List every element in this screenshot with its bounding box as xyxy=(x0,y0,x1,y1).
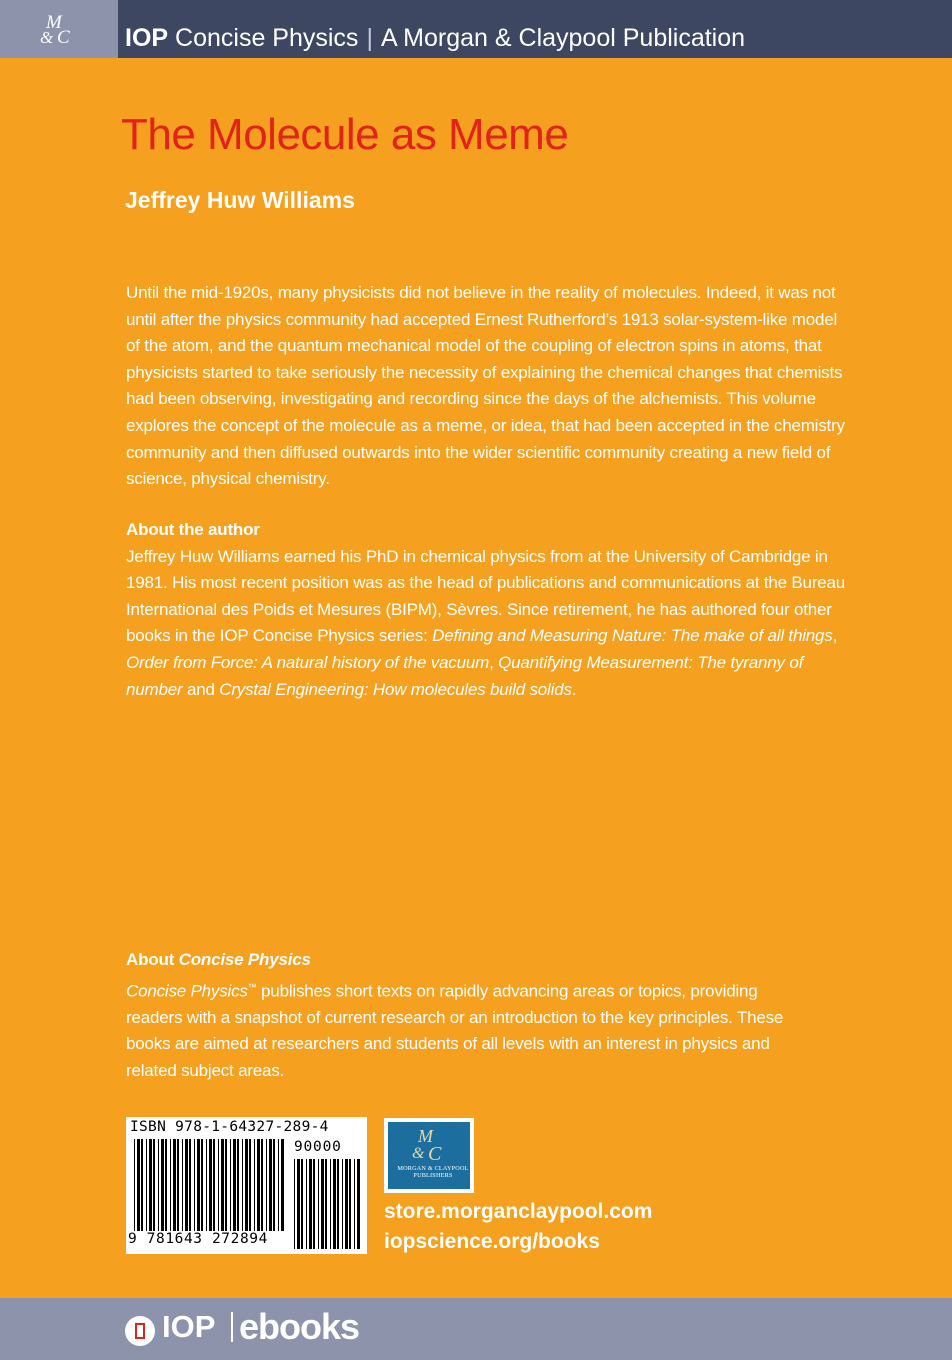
barcode-bar xyxy=(333,1159,336,1249)
barcode-bar xyxy=(309,1159,312,1249)
barcode-bar xyxy=(197,1139,200,1231)
iop-wordmark: IOP xyxy=(162,1309,216,1344)
book-author: Jeffrey Huw Williams xyxy=(125,187,355,213)
iop-logo-icon xyxy=(124,1315,156,1347)
barcode-bar xyxy=(249,1139,251,1231)
barcode-bar xyxy=(349,1159,351,1249)
barcode-bar xyxy=(182,1139,183,1231)
barcode-bar xyxy=(230,1139,231,1231)
series-separator: | xyxy=(366,24,373,52)
series-title xyxy=(125,22,745,54)
svg-text:C: C xyxy=(428,1143,442,1164)
barcode-bar xyxy=(318,1159,319,1249)
svg-text:&: & xyxy=(40,28,54,47)
barcode-bar xyxy=(345,1159,348,1249)
publisher-name: MORGAN & CLAYPOOL PUBLISHERS xyxy=(397,1165,469,1179)
barcode-bar xyxy=(177,1139,179,1231)
barcode-bar xyxy=(261,1139,263,1231)
barcode-bar xyxy=(269,1139,272,1231)
barcode-bar xyxy=(213,1139,215,1231)
book-separator-3: and xyxy=(182,679,220,699)
barcode-bar xyxy=(306,1159,307,1249)
barcode-bar xyxy=(242,1139,243,1231)
trademark-sign: ™ xyxy=(247,981,257,992)
isbn-number: ISBN 978-1-64327-289-4 xyxy=(130,1119,329,1135)
series-name: Concise Physics xyxy=(126,981,248,1001)
svg-text:C: C xyxy=(57,27,70,48)
about-series-heading-name: Concise Physics xyxy=(178,950,311,969)
barcode-bar xyxy=(141,1139,143,1231)
barcode-bar xyxy=(337,1159,339,1249)
bottom-banner xyxy=(0,1298,952,1360)
svg-text:M: M xyxy=(418,1126,433,1146)
mc-monogram-icon xyxy=(38,12,78,48)
bio-end: . xyxy=(571,679,577,699)
barcode-bar xyxy=(189,1139,191,1231)
barcode-bar xyxy=(137,1139,140,1231)
barcode-bar xyxy=(294,1159,295,1249)
about-author-heading: About the author xyxy=(126,520,260,539)
barcode-bar xyxy=(209,1139,212,1231)
about-author-section xyxy=(126,517,846,703)
series-brand-iop: IOP xyxy=(125,24,169,52)
isbn-barcode xyxy=(126,1117,367,1254)
mc-logo-monogram-icon xyxy=(388,1122,470,1164)
barcode-bar xyxy=(245,1139,248,1231)
barcode-bar xyxy=(146,1139,147,1231)
barcode-bar xyxy=(134,1139,135,1231)
barcode-bar xyxy=(173,1139,176,1231)
svg-text:M: M xyxy=(46,12,62,33)
barcode-bar xyxy=(257,1139,260,1231)
logo-divider xyxy=(231,1312,233,1342)
top-banner xyxy=(0,0,952,58)
barcode-bar xyxy=(237,1139,239,1231)
barcode-bar xyxy=(273,1139,275,1231)
iopscience-url-link[interactable]: iopscience.org/books xyxy=(384,1230,600,1253)
mc-corner-logo xyxy=(0,0,118,58)
barcode-bar xyxy=(354,1159,355,1249)
barcode-bar xyxy=(301,1159,303,1249)
barcode-bar xyxy=(201,1139,203,1231)
barcode-bar xyxy=(149,1139,152,1231)
morgan-claypool-logo xyxy=(384,1118,474,1193)
book-separator-2: , xyxy=(489,652,499,672)
book-reference-2: Order from Force: A natural history of the vacuum xyxy=(126,652,490,672)
about-series-text xyxy=(126,974,816,1085)
barcode-bar xyxy=(221,1139,224,1231)
barcode-bar xyxy=(342,1159,343,1249)
barcode-bar xyxy=(165,1139,167,1231)
book-title: The Molecule as Meme xyxy=(121,110,569,159)
barcode-bar xyxy=(158,1139,159,1231)
about-series-heading xyxy=(126,947,816,974)
book-reference-4: Crystal Engineering: How molecules build solids xyxy=(219,679,572,699)
barcode-bar xyxy=(185,1139,188,1231)
barcode-bar xyxy=(357,1159,360,1249)
publication-line: A Morgan & Claypool Publication xyxy=(380,24,746,52)
barcode-bar xyxy=(233,1139,236,1231)
ebooks-wordmark: ebooks xyxy=(239,1306,360,1347)
book-abstract: Until the mid-1920s, many physicists did not believe in the reality of molecules. Indeed, it was not until after the physics community had accepted Ernest Rutherford’s 1913 solar-system-like model of the atom, and the quantum mechanical model of the coupling of electron spins in atoms, that physicists started to take seriously the necessity of explaining the chemical changes that chemists had been observing, investigating and recording since the days of the alchemists. This volume explores the concept of the molecule as a meme, or idea, that had been accepted in the chemistry community and then diffused outwards into the wider scientific community creating a new field of science, physical chemistry. xyxy=(126,283,845,489)
barcode-bar xyxy=(297,1159,300,1249)
barcode-bar xyxy=(325,1159,327,1249)
store-url-link[interactable]: store.morganclaypool.com xyxy=(384,1200,653,1223)
about-series-heading-prefix: About xyxy=(126,950,179,969)
barcode-addon-number: 90000 xyxy=(294,1139,342,1155)
barcode-bar xyxy=(225,1139,227,1231)
book-reference-1: Defining and Measuring Nature: The make of all things xyxy=(432,626,833,646)
barcode-bar xyxy=(218,1139,219,1231)
barcode-bar xyxy=(266,1139,267,1231)
logo-panel xyxy=(388,1122,470,1189)
book-reference-3: Quantifying Measurement: The tyranny of number xyxy=(126,652,804,699)
barcode-bar xyxy=(254,1139,255,1231)
barcode-digits: 9 781643 272894 xyxy=(128,1231,268,1247)
barcode-bar xyxy=(194,1139,195,1231)
barcode-bar xyxy=(281,1139,284,1231)
series-description: publishes short texts on rapidly advancing areas or topics, providing readers with a snapshot of current research or an introduction to the key principles. These books are aimed at researchers and students of all levels with an interest in physics and related subject areas. xyxy=(126,981,784,1081)
barcode-bar xyxy=(161,1139,164,1231)
barcode-bar xyxy=(313,1159,315,1249)
about-series-section xyxy=(126,947,816,1085)
about-author-text xyxy=(126,544,846,704)
barcode-bar xyxy=(278,1139,279,1231)
book-separator-1: , xyxy=(832,626,838,646)
author-bio-text: Jeffrey Huw Williams earned his PhD in chemical physics from at the University of Cambridge in 1981. His most recent position was as the head of publications and communications at the Bureau International des Poids et Mesures (BIPM), Sèvres. Since retirement, he has authored four other books in the IOP Concise Physics series: xyxy=(126,546,846,646)
barcode-bar xyxy=(153,1139,155,1231)
barcode-bar xyxy=(330,1159,331,1249)
barcode-bar xyxy=(321,1159,324,1249)
barcode-bar xyxy=(206,1139,207,1231)
svg-text:&: & xyxy=(412,1145,425,1162)
series-brand-name: Concise Physics xyxy=(175,24,359,52)
barcode-bar xyxy=(170,1139,171,1231)
